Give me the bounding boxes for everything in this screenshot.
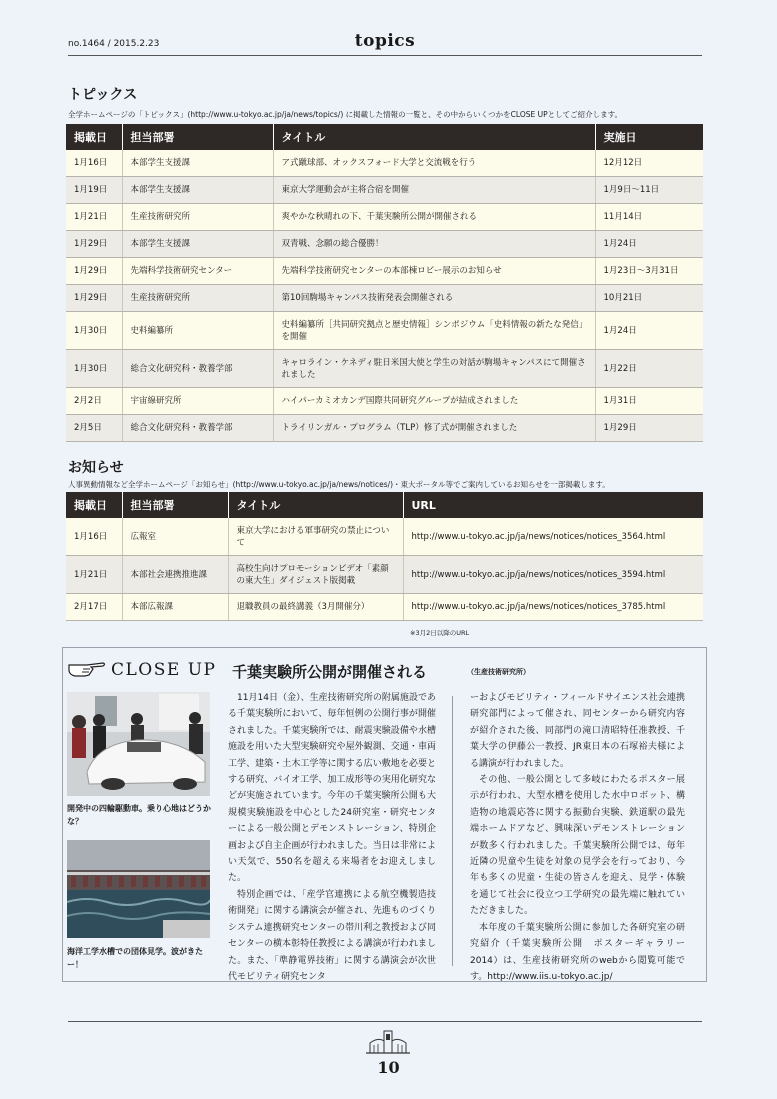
closeup-label: CLOSE UP [111,660,217,680]
article-paragraph: 11月14日（金）、生産技術研究所の附属施設である千葉実験所において、毎年恒例の公開行事が開催されました。千葉実験所では、耐震実験設備や水槽施設を用いた大型実験研究や屋外観測、交通・車両工学、建築・土木工学等に関する広い敷地を必要とする研究、バイオ工学、加工成形等の実用化研究などが実施されています。今年の千葉実験所公開も大規模実験施設を中心とした24研究室・研究センターによる一般公開とデモンストレーション、特別企画および自主企画が行われました。当日は非常によい天気で、550名を超える来場者をお迎えしました。 [228,693,436,884]
table-row [66,150,703,177]
article-paragraph: ーおよびモビリティ・フィールドサイエンス社会連携研究部門によって催され、同センターから研究内容が紹介された後、同部門の滝口清昭特任准教授、千葉大学の伊藤公一教授、JR東日本の石塚裕夫様による講演が行われました。 [470,693,685,769]
date-cell: 1月19日 [66,177,122,204]
car-photo [67,692,210,796]
held-cell: 11月14日 [595,204,703,231]
dept-cell: 宇宙線研究所 [122,388,273,415]
notices-table [66,492,703,621]
held-cell: 1月9日～11日 [595,177,703,204]
page-header [68,33,702,56]
topics-table [66,124,703,442]
title-cell: ハイパーカミオカンデ国際共同研究グループが結成されました [273,388,595,415]
url-link[interactable]: http://www.u-tokyo.ac.jp/ja/news/notices/notices_3785.html [403,594,703,621]
date-cell: 2月2日 [66,388,122,415]
table-row [66,388,703,415]
yasuda-auditorium-logo [364,1029,412,1057]
table-row [66,518,703,556]
held-cell: 1月22日 [595,350,703,388]
table-row [66,415,703,442]
section-title: topics [354,31,416,51]
date-cell: 1月29日 [66,258,122,285]
table-header-row [66,492,703,518]
title-cell: 先端科学技術研究センターの本部棟ロビー展示のお知らせ [273,258,595,285]
table-row [66,594,703,621]
date-cell: 1月21日 [66,556,122,594]
title-cell: ア式蹴球部、オックスフォード大学と交流戦を行う [273,150,595,177]
article-paragraph: 特別企画では、「産学官連携による航空機製造技術開発」に関する講演会が催され、先進ものづくりシステム連携研究センターの帯川利之教授および同センターの横本彰特任教授による講演が行われました。また、「準静電界技術」に関する講演会が次世代モビリティ研究センタ [228,889,436,982]
dept-cell: 広報室 [122,518,228,556]
table-row [66,350,703,388]
dept-cell: 本部学生支援課 [122,231,273,258]
title-cell: 退職教員の最終講義（3月開催分） [228,594,403,621]
notices-heading: お知らせ [68,460,124,476]
table-row [66,231,703,258]
dept-cell: 生産技術研究所 [122,204,273,231]
date-cell: 1月30日 [66,312,122,350]
held-cell: 1月23日～3月31日 [595,258,703,285]
article-column-1 [228,690,436,985]
page-number: 10 [377,1058,400,1077]
title-cell: 東京大学における軍事研究の禁止について [228,518,403,556]
date-cell: 2月17日 [66,594,122,621]
date-cell: 1月29日 [66,231,122,258]
table-row [66,312,703,350]
title-cell: 爽やかな秋晴れの下、千葉実験所公開が開催される [273,204,595,231]
table-row [66,556,703,594]
title-cell: キャロライン・ケネディ駐日米国大使と学生の対話が駒場キャンパスにて開催されました [273,350,595,388]
date-cell: 1月16日 [66,150,122,177]
held-cell: 12月12日 [595,150,703,177]
dept-cell: 本部社会連携推進課 [122,556,228,594]
dept-cell: 総合文化研究科・教養学部 [122,350,273,388]
dept-cell: 先端科学技術研究センター [122,258,273,285]
column-header: 掲載日 [66,492,122,518]
article-department: （生産技術研究所） [467,668,530,676]
date-cell: 1月21日 [66,204,122,231]
article-paragraph: その他、一般公開として多岐にわたるポスター展示が行われ、大型水槽を使用した水中ロボット、構造物の地震応答に関する振動台実験、鉄道駅の最先端ホームドアなど、興味深いデモンストレーションが数多く行われました。千葉実験所公開では、毎年近隣の児童や生徒を対象の見学会を行っており、今年も多くの児童・生徒の皆さんを迎え、見学・体験を通じて社会に役立つ工学研究の最先端に触れていただきました。 [470,775,685,917]
title-cell: 高校生向けプロモーションビデオ「素顔の東大生」ダイジェスト版掲載 [228,556,403,594]
dept-cell: 本部広報課 [122,594,228,621]
column-header: 担当部署 [122,124,273,150]
topics-intro: 全学ホームページの「トピックス」(http://www.u-tokyo.ac.jp/ja/news/topics/) に掲載した情報の一覧と、その中からいくつかをCLOSE UPとしてご紹介します。 [68,110,623,119]
title-cell: 史料編纂所［共同研究拠点と歴史情報］シンポジウム「史料情報の新たな発信」を開催 [273,312,595,350]
url-link[interactable]: http://www.u-tokyo.ac.jp/ja/news/notices/notices_3594.html [403,556,703,594]
article-title: 千葉実験所公開が開催される [232,663,428,681]
table-row [66,258,703,285]
date-cell: 2月5日 [66,415,122,442]
title-cell: トライリンガル・プログラム（TLP）修了式が開催されました [273,415,595,442]
issue-number: no.1464 / 2015.2.23 [68,39,160,49]
tank-photo [67,840,210,938]
dept-cell: 生産技術研究所 [122,285,273,312]
dept-cell: 本部学生支援課 [122,150,273,177]
held-cell: 1月24日 [595,231,703,258]
column-header: タイトル [228,492,403,518]
table-row [66,285,703,312]
url-link[interactable]: http://www.u-tokyo.ac.jp/ja/news/notices/notices_3564.html [403,518,703,556]
table-row [66,177,703,204]
table-row [66,204,703,231]
pointing-hand-icon [67,657,107,679]
date-cell: 1月16日 [66,518,122,556]
held-cell: 1月31日 [595,388,703,415]
topics-heading: トピックス [68,87,138,103]
title-cell: 第10回駒場キャンパス技術発表会開催される [273,285,595,312]
title-cell: 双青戦、念願の総合優勝！ [273,231,595,258]
url-note: ※3月2日以降のURL [410,629,470,637]
column-header: タイトル [273,124,595,150]
article-paragraph: 本年度の千葉実験所公開に参加した各研究室の研究紹介（千葉実験所公開 ポスターギャラリー2014）は、生産技術研究所のwebから閲覧可能です。http://www.iis.u-tokyo.ac.jp/ [470,922,685,982]
closeup-box [62,647,707,982]
column-header: URL [403,492,703,518]
article-column-2 [470,690,685,985]
held-cell: 1月29日 [595,415,703,442]
column-divider [452,696,453,966]
dept-cell: 史料編纂所 [122,312,273,350]
photo-caption-1: 開発中の四輪駆動車。乗り心地はどうかな？ [67,804,211,826]
held-cell: 10月21日 [595,285,703,312]
column-header: 担当部署 [122,492,228,518]
dept-cell: 本部学生支援課 [122,177,273,204]
notices-intro: 人事異動情報など全学ホームページ「お知らせ」(http://www.u-tokyo.ac.jp/ja/news/notices/)・東大ポータル等でご案内しているお知らせを一部掲載します。 [68,480,610,489]
table-header-row [66,124,703,150]
dept-cell: 総合文化研究科・教養学部 [122,415,273,442]
held-cell: 1月24日 [595,312,703,350]
column-header: 実施日 [595,124,703,150]
footer-rule [68,1021,702,1022]
date-cell: 1月29日 [66,285,122,312]
date-cell: 1月30日 [66,350,122,388]
title-cell: 東京大学運動会が主将合宿を開催 [273,177,595,204]
photo-caption-2: 海洋工学水槽での団体見学。波がきたー！ [67,947,203,969]
column-header: 掲載日 [66,124,122,150]
